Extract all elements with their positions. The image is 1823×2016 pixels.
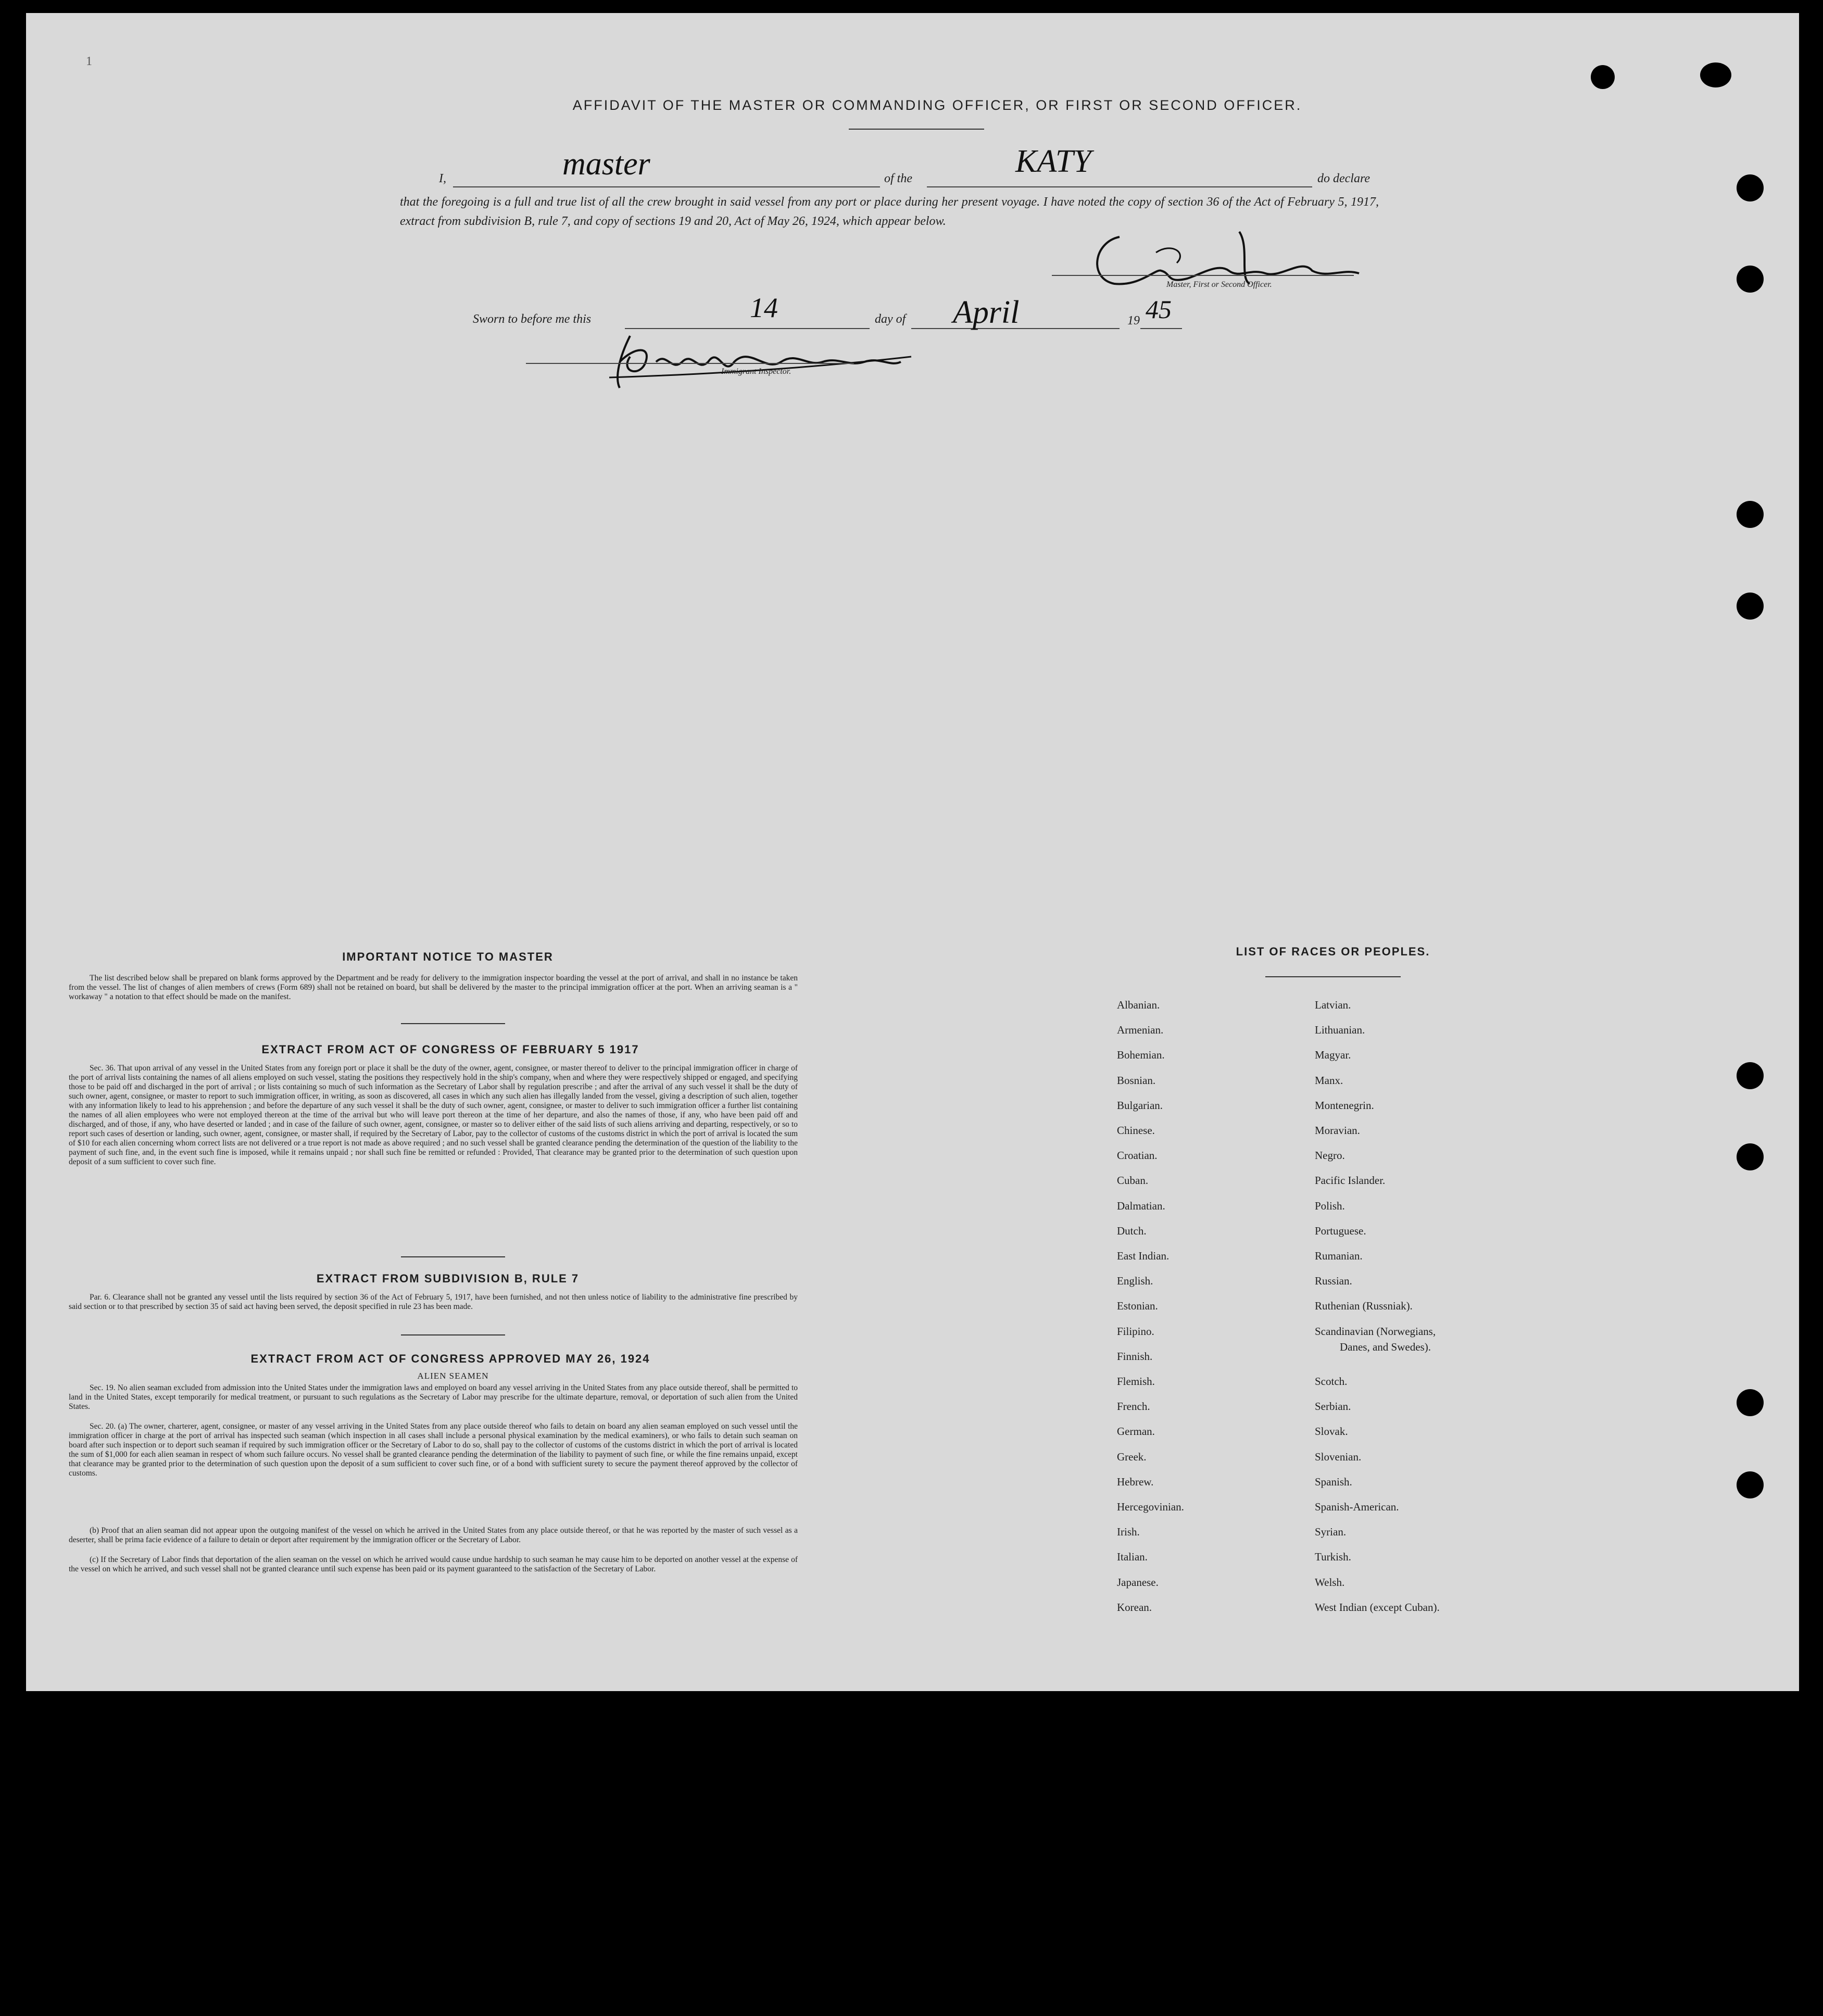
punch-hole <box>1737 174 1764 201</box>
sworn-label: Sworn to before me this <box>473 312 592 326</box>
race-item: Turkish. <box>1315 1551 1351 1564</box>
race-item: Flemish. <box>1117 1375 1155 1388</box>
race-item: Croatian. <box>1117 1149 1158 1162</box>
race-item: Magyar. <box>1315 1049 1351 1062</box>
extract-rule7-text: Par. 6. Clearance shall not be granted any vessel until the lists required by section 36 of the Act of February 5, 1917, have been furnished, and not then unless notice of liability to the administrative fine prescribed by said section or to that prescribed by section 35 of said act having been served, the deposit specified in rule 23 has been made. <box>69 1293 798 1311</box>
inspector-signature <box>588 325 927 393</box>
declare-label: do declare <box>1317 172 1371 185</box>
race-item: Scotch. <box>1315 1375 1348 1388</box>
master-signature-label: Master, First or Second Officer. <box>1166 280 1272 289</box>
year-handwritten: 45 <box>1146 295 1172 324</box>
race-item: Dutch. <box>1117 1224 1147 1237</box>
punch-hole <box>1737 1143 1764 1170</box>
extract-1924-sec20c: (c) If the Secretary of Labor finds that deportation of the alien seaman on the vessel on which he arrived would cause undue hardship to such seaman he may cause him to be deported on another vessel at the expense of the vessel on which he arrived, and such vessel shall not be granted clearance until such expense has been paid or its payment guaranteed to the satisfaction of the Secretary of Labor. <box>69 1555 798 1573</box>
race-item: Montenegrin. <box>1315 1099 1374 1112</box>
extract-1924-sec20b: (b) Proof that an alien seaman did not appear upon the outgoing manifest of the vessel on which he arrived in the United States from any place outside thereof, or that he was reported by the master of such vessel as a deserter, shall be prima facie evidence of a failure to detain or deport after requirement by the immigration officer or the Secretary of Labor. <box>69 1526 798 1544</box>
race-item: Moravian. <box>1315 1124 1360 1137</box>
race-item: Finnish. <box>1117 1350 1153 1363</box>
vessel-line <box>927 186 1312 187</box>
punch-hole <box>1700 62 1731 87</box>
extract-rule7-rule <box>401 1334 505 1335</box>
race-item: Chinese. <box>1117 1124 1155 1137</box>
punch-hole <box>1737 1062 1764 1089</box>
race-item: Bosnian. <box>1117 1074 1156 1087</box>
race-item: Irish. <box>1117 1526 1140 1539</box>
page-number: 1 <box>86 55 92 68</box>
race-item: Bulgarian. <box>1117 1099 1163 1112</box>
race-item: Estonian. <box>1117 1300 1158 1313</box>
day-of-label: day of <box>875 312 906 326</box>
punch-hole <box>1737 593 1764 620</box>
race-item: Hebrew. <box>1117 1475 1154 1488</box>
race-item: Japanese. <box>1117 1576 1159 1589</box>
race-item: Danes, and Swedes). <box>1340 1340 1431 1353</box>
race-item: Albanian. <box>1117 999 1160 1011</box>
race-item: Syrian. <box>1315 1526 1347 1539</box>
race-item: Portuguese. <box>1315 1224 1366 1237</box>
race-item: Welsh. <box>1315 1576 1345 1589</box>
punch-hole <box>1737 1389 1764 1416</box>
race-item: Russian. <box>1315 1275 1352 1288</box>
race-item: Rumanian. <box>1315 1250 1363 1262</box>
vessel-name-handwritten: KATY <box>1015 144 1091 179</box>
race-item: Armenian. <box>1117 1024 1164 1037</box>
race-item: Serbian. <box>1315 1400 1351 1413</box>
extract-1917-rule <box>401 1256 505 1257</box>
punch-hole <box>1737 1471 1764 1498</box>
year-prefix: 19 <box>1127 314 1140 327</box>
inspector-label: Immigrant Inspector. <box>721 367 791 376</box>
master-signature-line <box>1052 275 1354 276</box>
race-item: East Indian. <box>1117 1250 1170 1262</box>
affidavit-title: AFFIDAVIT OF THE MASTER OR COMMANDING OFFICER, OR FIRST OR SECOND OFFICER. <box>572 97 1302 113</box>
race-item: Latvian. <box>1315 999 1351 1011</box>
notice-text: The list described below shall be prepared on blank forms approved by the Department and be ready for delivery to the immigration inspector boarding the vessel at the port of arrival, and shall in no instance be taken from the vessel. The list of changes of alien members of crews (Form 689) shall not be retained on board, but shall be delivered by the master to the principal immigration officer at the port. When an arriving seaman is a " workaway " a notation to that effect should be made on the manifest. <box>69 974 798 1001</box>
extract-1917-title: EXTRACT FROM ACT OF CONGRESS OF FEBRUARY 5 1917 <box>261 1043 639 1056</box>
extract-1924-title: EXTRACT FROM ACT OF CONGRESS APPROVED MAY 26, 1924 <box>250 1352 650 1365</box>
race-item: Filipino. <box>1117 1325 1154 1338</box>
race-item: Spanish. <box>1315 1475 1352 1488</box>
races-title: LIST OF RACES OR PEOPLES. <box>1236 945 1430 958</box>
notice-title: IMPORTANT NOTICE TO MASTER <box>342 950 554 963</box>
extract-1917-text: Sec. 36. That upon arrival of any vessel in the United States from any foreign port or place it shall be the duty of the owner, agent, consignee, or master thereof to deliver to the principal immigration officer in charge of the port of arrival lists containing the names of all aliens employed on such vessel, stating the positions they respectively hold in the ship's company, when and where they were respectively shipped or engaged, and specifying those to be paid off and discharged in the port of arrival ; or lists containing so much of such information as the Secretary of Labor shall by regulation prescribe ; and after the arrival of any such vessel it shall be the duty of such owner, agent, consignee, or master to report to such immigration officer, in writing, as soon as discovered, all cases in which any such alien has illegally landed from the vessel, giving a description of such alien, together with any information likely to lead to his apprehension ; and before the departure of any such vessel it shall be the duty of such owner, agent, consignee, or master to deliver to such immigration officer a further list containing the names of all alien employees who were not employed thereon at the time of the arrival but who will leave port thereon at the time of her departure, and also the names of those, if any, who have been paid off and discharged, and of those, if any, who have deserted or landed ; and in case of the failure of such owner, agent, consignee, or master so to deliver either of the said lists of such aliens arriving and departing, respectively, or so to report such cases of desertion or landing, such owner, agent, consignee, or master shall, if required by the Secretary of Labor, pay to the collector of customs of the customs district in which the port of arrival is located the sum of $10 for each alien concerning whom correct lists are not delivered or a true report is not made as above required ; and no such vessel shall be granted clearance pending the determination of the question of the liability to the payment of such fine, and, in the event such fine is imposed, while it remains unpaid ; nor shall such fine be remitted or refunded : Provided, That clearance may be granted prior to the determination of such question upon deposit of a sum sufficient to cover such fine. <box>69 1064 798 1166</box>
race-item: Negro. <box>1315 1149 1345 1162</box>
race-item: Slovenian. <box>1315 1450 1362 1463</box>
race-item: Spanish-American. <box>1315 1501 1399 1513</box>
punch-hole <box>1737 266 1764 293</box>
name-line <box>453 186 880 187</box>
race-item: Dalmatian. <box>1117 1199 1165 1212</box>
race-item: West Indian (except Cuban). <box>1315 1601 1440 1614</box>
master-name-handwritten: master <box>562 146 650 182</box>
punch-hole <box>1591 65 1615 89</box>
race-item: French. <box>1117 1400 1150 1413</box>
i-label: I, <box>439 172 446 185</box>
races-rule <box>1265 976 1401 977</box>
punch-hole <box>1737 501 1764 528</box>
of-the-label: of the <box>884 172 912 185</box>
race-item: Polish. <box>1315 1199 1345 1212</box>
year-line <box>1140 328 1182 329</box>
race-item: Greek. <box>1117 1450 1147 1463</box>
extract-1924-sec19: Sec. 19. No alien seaman excluded from admission into the United States under the immigration laws and employed on board any vessel arriving in the United States from any place outside thereof, shall be permitted to land in the United States, except temporarily for medical treatment, or pursuant to such regulations as the Secretary of Labor may prescribe for the ultimate departure, removal, or deportation of such alien from the United States. <box>69 1383 798 1411</box>
title-rule <box>849 129 984 130</box>
race-item: Korean. <box>1117 1601 1152 1614</box>
race-item: Hercegovinian. <box>1117 1501 1184 1513</box>
race-item: Italian. <box>1117 1551 1148 1564</box>
document-page <box>26 13 1799 1691</box>
notice-rule <box>401 1023 505 1024</box>
inspector-signature-line <box>526 363 854 364</box>
race-item: Manx. <box>1315 1074 1343 1087</box>
race-item: Pacific Islander. <box>1315 1174 1386 1187</box>
race-item: Slovak. <box>1315 1425 1348 1438</box>
extract-rule7-title: EXTRACT FROM SUBDIVISION B, RULE 7 <box>316 1272 580 1285</box>
month-handwritten: April <box>953 295 1020 330</box>
race-item: English. <box>1117 1275 1153 1288</box>
day-handwritten: 14 <box>750 292 778 323</box>
race-item: Lithuanian. <box>1315 1024 1365 1037</box>
race-item: Ruthenian (Russniak). <box>1315 1300 1413 1313</box>
affidavit-text: that the foregoing is a full and true list of all the crew brought in said vessel from any port or place during her present voyage. I have noted the copy of section 36 of the Act of February 5, 1917, extract from subdivision B, rule 7, and copy of sections 19 and 20, Act of May 26, 1924, which appear below. <box>400 195 1379 228</box>
extract-1924-subtitle: ALIEN SEAMEN <box>417 1371 489 1381</box>
race-item: Cuban. <box>1117 1174 1149 1187</box>
extract-1924-sec20a: Sec. 20. (a) The owner, charterer, agent, consignee, or master of any vessel arriving in the United States from any place outside thereof who fails to detain on board any alien seaman employed on such vessel until the immigration officer in charge at the port of arrival has inspected such seaman (which inspection in all cases shall include a personal physical examination by the medical examiners), or who fails to detain such seaman on board after such inspection or to deport such seaman if required by such immigration officer or the Secretary of Labor to do so, shall pay to the collector of customs of the customs district in which the port of arrival is located the sum of $1,000 for each alien seaman in respect of whom such failure occurs. No vessel shall be granted clearance pending the determination of the liability to payment of such fine, or while the fine remains unpaid, except that clearance may be granted prior to the determination of such question upon the deposit of a sum sufficient to cover such fine, or of a bond with sufficient surety to secure the payment thereof approved by the collector of customs. <box>69 1422 798 1478</box>
race-item: Scandinavian (Norwegians, <box>1315 1325 1436 1338</box>
race-item: Bohemian. <box>1117 1049 1165 1062</box>
race-item: German. <box>1117 1425 1155 1438</box>
